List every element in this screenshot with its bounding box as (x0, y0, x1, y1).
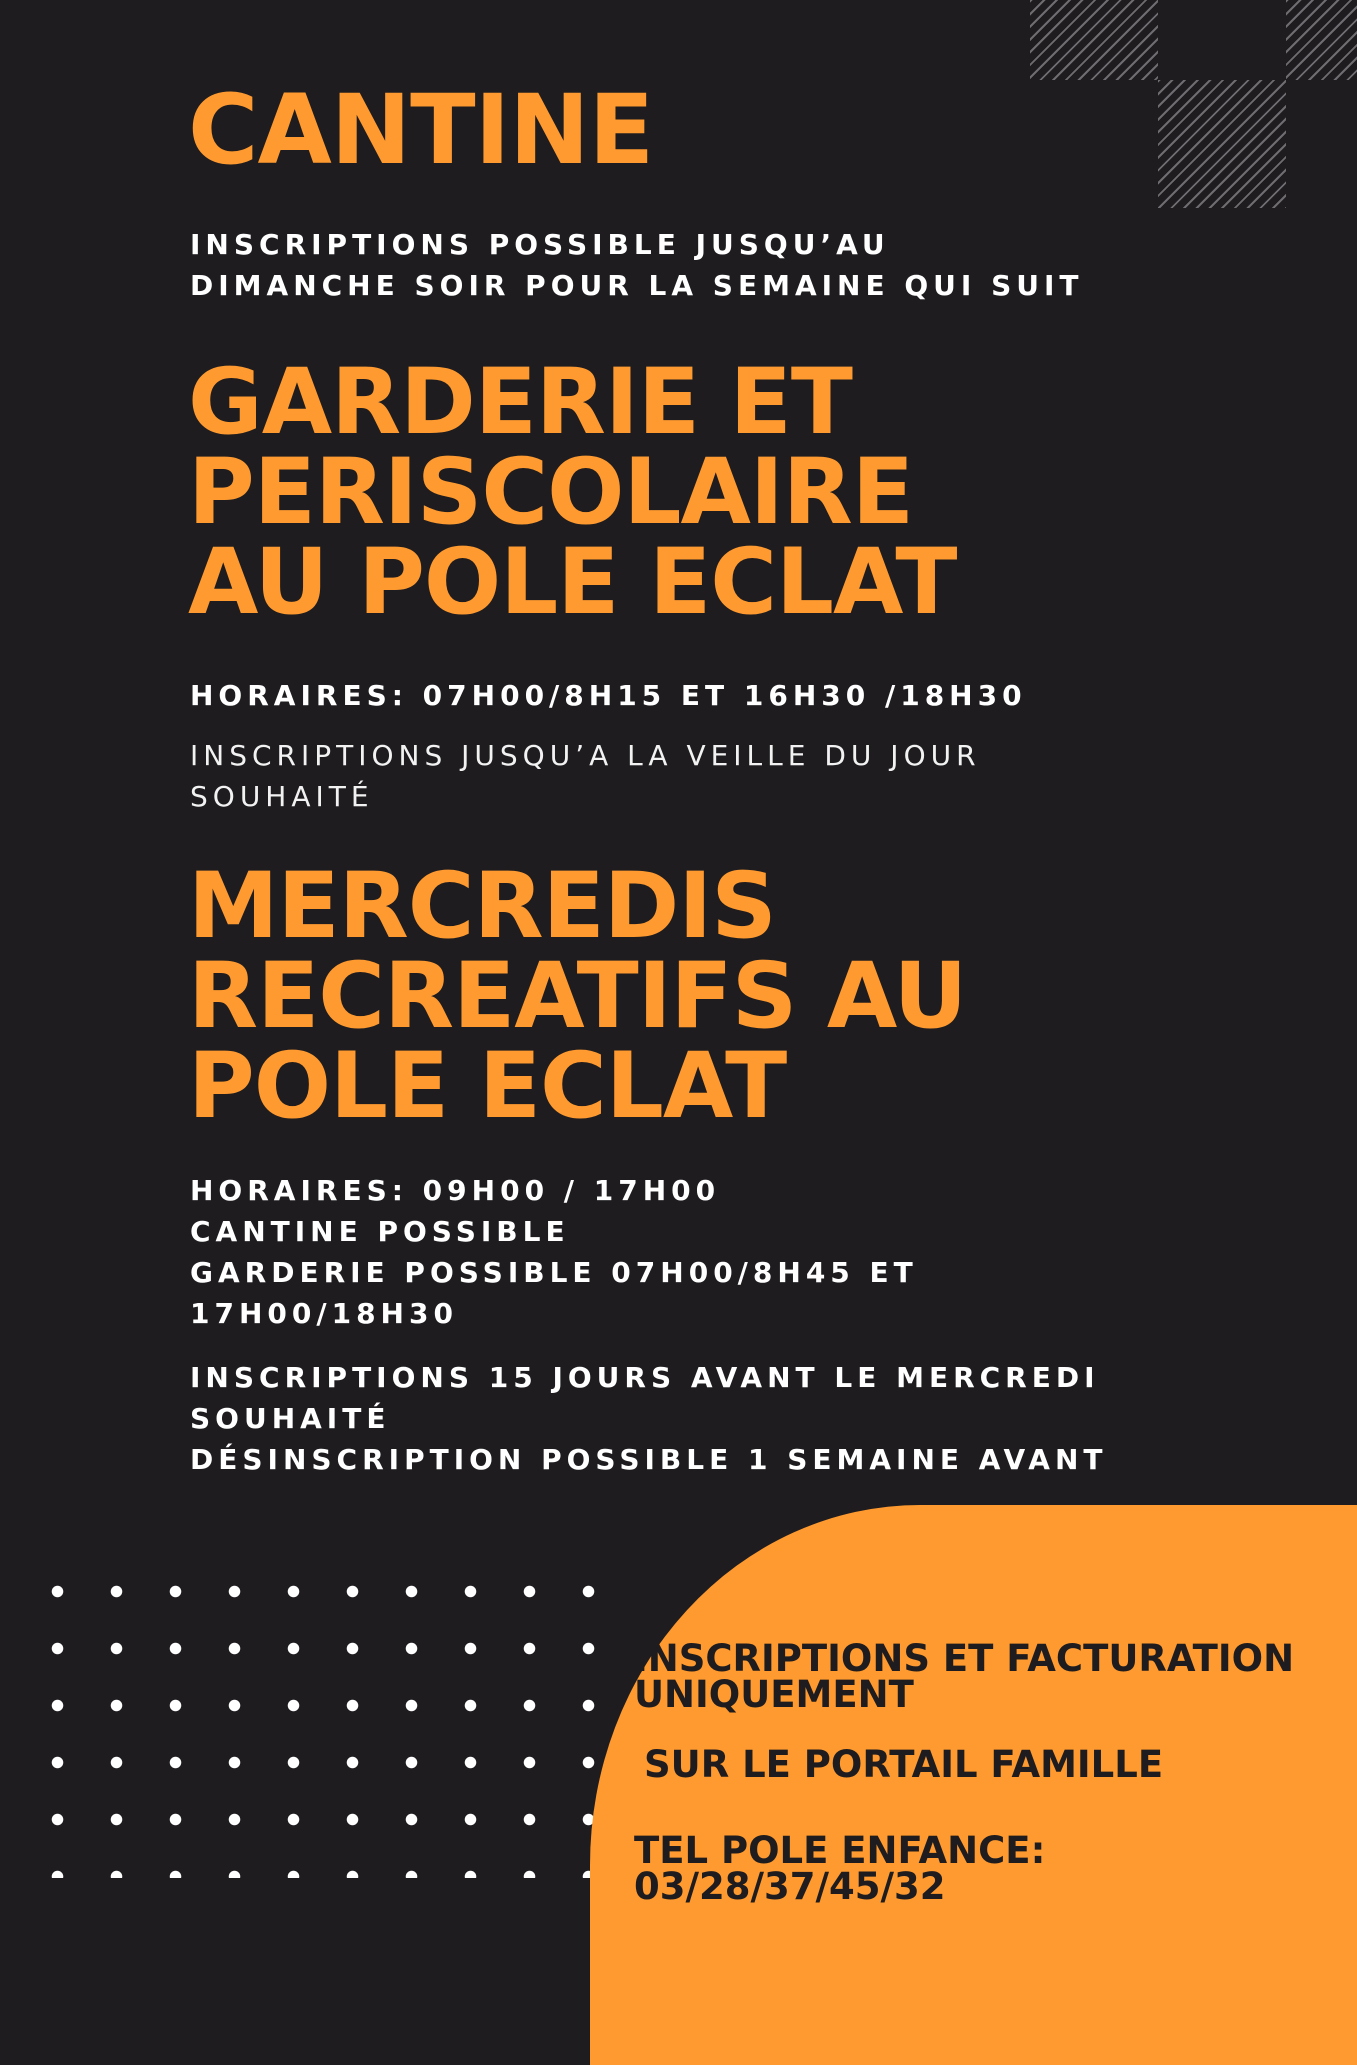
hatch-decoration (1030, 0, 1158, 80)
hatch-decoration (1158, 80, 1286, 208)
cantine-title: CANTINE (188, 74, 654, 186)
garderie-title: GARDERIE ET PERISCOLAIRE AU POLE ECLAT (188, 350, 957, 635)
cantine-inscriptions-text: INSCRIPTIONS POSSIBLE JUSQU’AU DIMANCHE SOIR POUR LA SEMAINE QUI SUIT (190, 228, 1084, 302)
dot-grid-decoration (28, 1563, 598, 1878)
garderie-horaires-text: HORAIRES: 07H00/8H15 ET 16H30 /18H30 (190, 679, 1027, 712)
garderie-inscriptions-text: INSCRIPTIONS JUSQU’A LA VEILLE DU JOUR SOUHAITÉ (190, 739, 981, 813)
mercredis-inscriptions-text: INSCRIPTIONS 15 JOURS AVANT LE MERCREDI SOUHAITÉ DÉSINSCRIPTION POSSIBLE 1 SEMAINE AVANT (190, 1361, 1108, 1476)
hatch-decoration (1286, 0, 1357, 80)
mercredis-horaires-text: HORAIRES: 09H00 / 17H00 CANTINE POSSIBLE GARDERIE POSSIBLE 07H00/8H45 ET 17H00/18H30 (190, 1174, 918, 1330)
contact-telephone-text: TEL POLE ENFANCE: 03/28/37/45/32 (634, 1829, 1046, 1908)
contact-portail-text: SUR LE PORTAIL FAMILLE (644, 1743, 1164, 1786)
mercredis-title: MERCREDIS RECREATIFS AU POLE ECLAT (188, 854, 967, 1139)
contact-inscriptions-text: INSCRIPTIONS ET FACTURATION UNIQUEMENT (634, 1637, 1295, 1716)
